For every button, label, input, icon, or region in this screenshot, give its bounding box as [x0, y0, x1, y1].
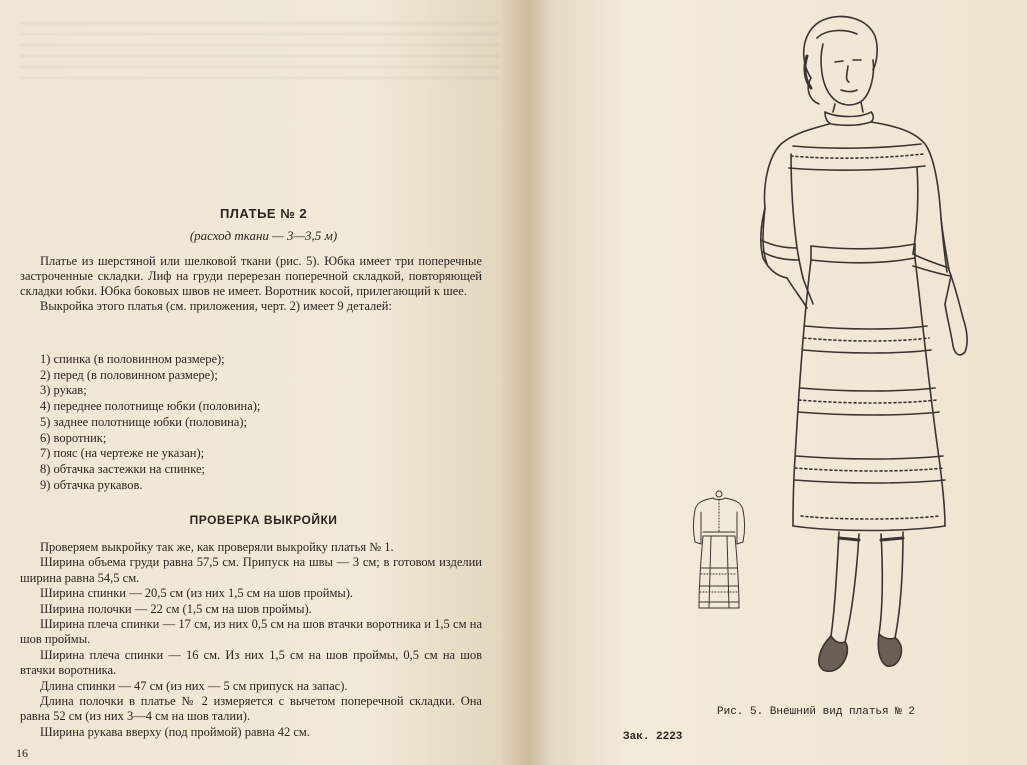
bleed-through-text [20, 22, 500, 82]
list-item: 2) перед (в половинном размере); [40, 367, 218, 382]
order-number: Зак. 2223 [623, 731, 683, 743]
check-paragraph: Ширина плеча спинки — 16 см. Из них 1,5 см на шов проймы, 0,5 см на шов втачки воротника. [20, 647, 482, 678]
check-text [20, 540, 482, 740]
dress-back-sketch-icon [689, 488, 749, 614]
fabric-consumption-subtitle: (расход ткани — 3—3,5 м) [189, 228, 338, 243]
list-item: 4) переднее полотнище юбки (половина); [40, 399, 261, 414]
page-title: ПЛАТЬЕ № 2 [219, 206, 308, 221]
pattern-parts-list [20, 352, 440, 493]
list-item: 6) воротник; [40, 430, 107, 445]
list-item: 7) пояс (на чертеже не указан); [40, 446, 205, 461]
intro-paragraph: Выкройка этого платья (см. приложения, черт. 2) имеет 9 деталей: [40, 299, 392, 313]
figure-caption: Рис. 5. Внешний вид платья № 2 [717, 706, 916, 718]
intro-text [20, 254, 482, 314]
check-paragraph: Ширина спинки — 20,5 см (из них 1,5 см на шов проймы). [40, 586, 354, 601]
list-item: 3) рукав; [40, 383, 87, 398]
check-paragraph: Длина спинки — 47 см (из них — 5 см припуск на запас). [40, 678, 348, 693]
intro-paragraph: Платье из шерстяной или шелковой ткани (рис. 5). Юбка имеет три поперечные застроченные складки. Лиф на груди перерезан поперечной складкой, повторяющей складки юбки. Юбка боковых швов не имеет. Воротник косой, прилегающий к шее. [20, 254, 482, 298]
check-paragraph: Проверяем выкройку так же, как проверяли выкройку платья № 1. [40, 540, 394, 554]
right-page [527, 0, 1027, 765]
list-item: 1) спинка (в половинном размере); [40, 352, 225, 366]
check-paragraph: Длина полочки в платье № 2 измеряется с вычетом поперечной складки. Она равна 52 см (из них 3—4 см на шов талии). [20, 694, 482, 724]
check-paragraph: Ширина рукава вверху (под проймой) равна 42 см. [40, 724, 310, 739]
check-paragraph: Ширина плеча спинки — 17 см, из них 0,5 см на шов втачки воротника и 1,5 см на шов проймы. [20, 617, 482, 647]
section-title: ПРОВЕРКА ВЫКРОЙКИ [189, 513, 338, 527]
list-item: 9) обтачка рукавов. [40, 477, 143, 492]
list-item: 5) заднее полотнище юбки (половина); [40, 414, 248, 429]
list-item: 8) обтачка застежки на спинке; [40, 461, 205, 476]
check-paragraph: Ширина объема груди равна 57,5 см. Припуск на швы — 3 см; в готовом изделии ширина равна 54,5 см. [20, 555, 482, 585]
check-paragraph: Ширина полочки — 22 см (1,5 см на шов проймы). [40, 601, 312, 616]
page-number: 16 [16, 746, 28, 760]
